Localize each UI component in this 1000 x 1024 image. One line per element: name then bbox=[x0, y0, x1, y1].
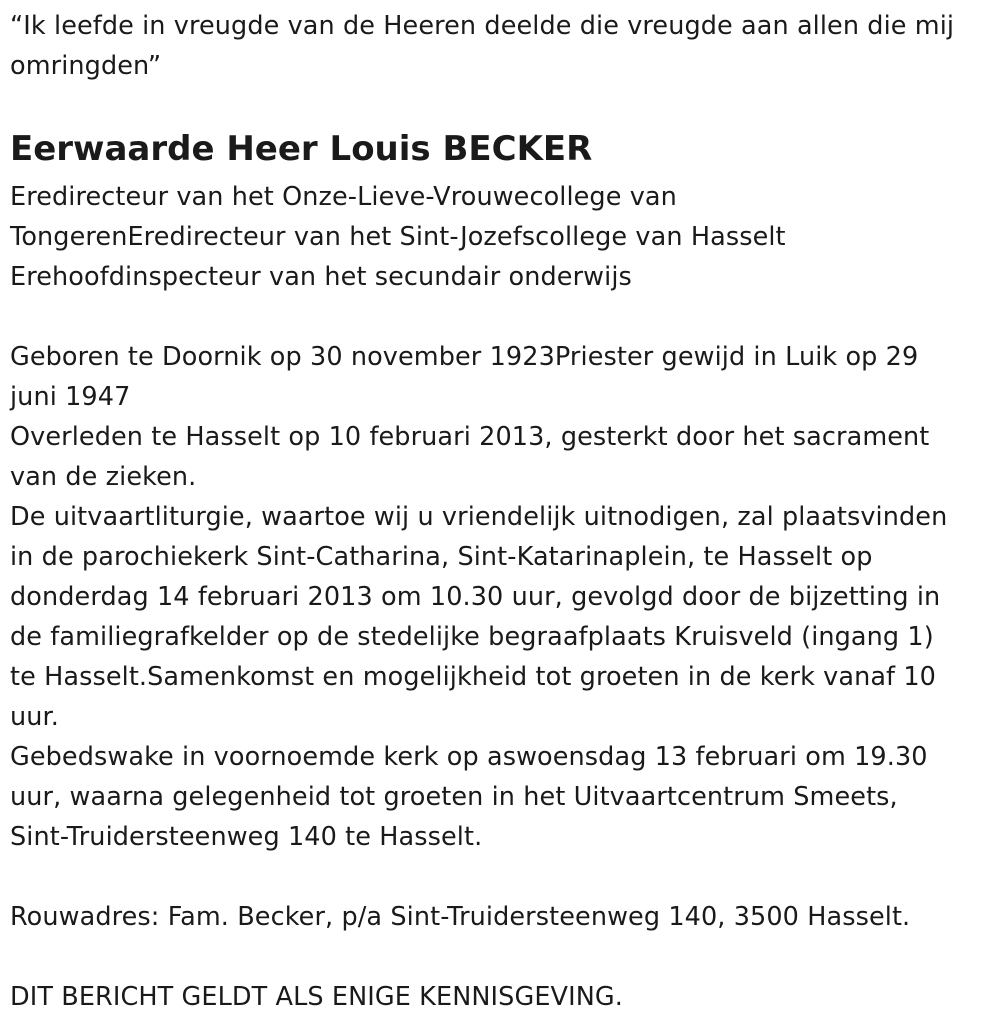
honorary-titles bbox=[10, 177, 985, 297]
notice-body bbox=[10, 337, 985, 857]
body-line: Overleden te Hasselt op 10 februari 2013, gesterkt door het sacrament bbox=[10, 422, 930, 452]
body-line: Gebedswake in voornoemde kerk op aswoensdag 13 februari om 19.30 bbox=[10, 742, 928, 772]
spacer bbox=[10, 937, 985, 977]
obituary-notice bbox=[10, 6, 985, 1017]
body-line: van de zieken. bbox=[10, 462, 197, 492]
deceased-name: Eerwaarde Heer Louis BECKER bbox=[10, 129, 593, 169]
title-line: TongerenEredirecteur van het Sint-Jozefscollege van Hasselt bbox=[10, 222, 786, 252]
official-notice: DIT BERICHT GELDT ALS ENIGE KENNISGEVING. bbox=[10, 982, 623, 1012]
title-line: Erehoofdinspecteur van het secundair onderwijs bbox=[10, 262, 632, 292]
body-line: De uitvaartliturgie, waartoe wij u vriendelijk uitnodigen, zal plaatsvinden bbox=[10, 502, 948, 532]
body-line: de familiegrafkelder op de stedelijke begraafplaats Kruisveld (ingang 1) bbox=[10, 622, 934, 652]
spacer bbox=[10, 857, 985, 897]
mourning-address: Rouwadres: Fam. Becker, p/a Sint-Truidersteenweg 140, 3500 Hasselt. bbox=[10, 902, 911, 932]
quote-line: omringden” bbox=[10, 51, 162, 81]
body-line: in de parochiekerk Sint-Catharina, Sint-Katarinaplein, te Hasselt op bbox=[10, 542, 873, 572]
opening-quote bbox=[10, 6, 985, 86]
body-line: Sint-Truidersteenweg 140 te Hasselt. bbox=[10, 822, 483, 852]
body-line: juni 1947 bbox=[10, 382, 131, 412]
body-line: Geboren te Doornik op 30 november 1923Priester gewijd in Luik op 29 bbox=[10, 342, 919, 372]
body-line: uur, waarna gelegenheid tot groeten in het Uitvaartcentrum Smeets, bbox=[10, 782, 898, 812]
spacer bbox=[10, 297, 985, 337]
body-line: uur. bbox=[10, 702, 59, 732]
body-line: te Hasselt.Samenkomst en mogelijkheid tot groeten in de kerk vanaf 10 bbox=[10, 662, 936, 692]
quote-line: “Ik leefde in vreugde van de Heeren deelde die vreugde aan allen die mij bbox=[10, 11, 955, 41]
title-line: Eredirecteur van het Onze-Lieve-Vrouwecollege van bbox=[10, 182, 677, 212]
body-line: donderdag 14 februari 2013 om 10.30 uur, gevolgd door de bijzetting in bbox=[10, 582, 941, 612]
